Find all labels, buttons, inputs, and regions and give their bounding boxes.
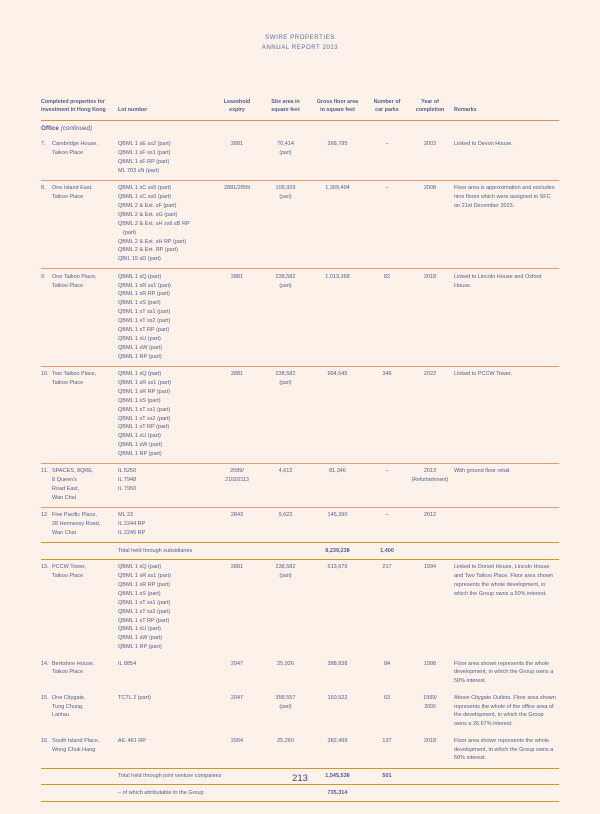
- site-area-sub: (part): [279, 193, 292, 200]
- column-header-remarks-label: Remarks: [454, 107, 477, 113]
- lot-number-line: QBML 1 sR ss1 (part): [118, 282, 171, 289]
- lot-number-line: QBML 1 sT ss1 (part): [118, 309, 171, 316]
- car-parks-value: 63: [383, 694, 391, 701]
- leasehold-expiry: [212, 508, 262, 543]
- car-parks-value: 346: [382, 371, 392, 378]
- property-name-line: Taikoo Place: [52, 669, 84, 676]
- lot-number-line: TCTL 2 (part): [118, 694, 151, 701]
- gross-floor-area: [309, 508, 366, 543]
- attributable-to-group-row-gfa: 735,314: [309, 785, 366, 802]
- gross-floor-area-value: 1,309,404: [325, 185, 350, 192]
- year-completion: [408, 690, 452, 733]
- lot-number-line: ML 23: [118, 512, 134, 519]
- leasehold-expiry-value: 2089/: [230, 468, 244, 475]
- year-completion: [408, 366, 452, 463]
- lot-number-line: QBML 1 sT ss1 (part): [118, 599, 171, 606]
- table-row: [41, 656, 559, 690]
- year-completion-value: 2003: [423, 141, 437, 148]
- leasehold-expiry: [212, 690, 262, 733]
- lot-number-cell: [118, 464, 212, 508]
- gross-floor-area-value: 145,390: [327, 512, 348, 519]
- property-name: [52, 370, 115, 388]
- column-header-car-parks: [366, 98, 408, 120]
- lot-number-line: QBML 1 sS (part): [118, 300, 161, 307]
- column-header-lot-number: [118, 98, 212, 120]
- remarks-cell: With ground floor retail.: [452, 464, 559, 508]
- lot-number-line: QBML 1 sR RP (part): [118, 581, 170, 588]
- car-parks: [366, 180, 408, 269]
- property-index: 11.: [41, 468, 49, 475]
- car-parks: [366, 656, 408, 690]
- property-index: 8.: [41, 185, 46, 192]
- year-completion: [408, 559, 452, 656]
- property-name-cell: [41, 366, 118, 463]
- lot-number-line: QBML 1 sU (part): [118, 626, 161, 633]
- column-header-leasehold-line1: Leasehold: [223, 99, 251, 105]
- property-name: [52, 694, 115, 721]
- properties-table-wrapper: [41, 98, 559, 802]
- lot-number-line: QBML 2 & Ext. sH ss6 sB RP: [118, 220, 190, 227]
- property-name-line: Berkshire House,: [52, 660, 95, 667]
- site-area: [262, 690, 309, 733]
- year-completion-sub: 2000: [424, 703, 436, 710]
- table-row: [41, 269, 559, 366]
- gross-floor-area-value: 1,013,368: [325, 273, 350, 280]
- attributable-to-group-row-label: – of which attributable to the Group: [118, 785, 309, 802]
- property-name-line: Cambridge House,: [52, 141, 98, 148]
- site-area: [262, 366, 309, 463]
- property-name-cell: [41, 269, 118, 366]
- column-header-property-line1: Completed properties for: [41, 99, 105, 105]
- lot-number-line: IL 8854: [118, 660, 137, 667]
- column-header-year-line1: Year of: [421, 99, 439, 105]
- lot-number-line: QBML 1 sW (part): [118, 344, 163, 351]
- property-index: 7.: [41, 141, 46, 148]
- column-header-site-area: [262, 98, 309, 120]
- gross-floor-area: [309, 464, 366, 508]
- lot-number-cell: [118, 366, 212, 463]
- property-name-cell: [41, 690, 118, 733]
- gross-floor-area: [309, 559, 366, 656]
- site-area-value: 4,612: [278, 468, 293, 475]
- leasehold-expiry-sub: 2103/2113: [225, 477, 249, 484]
- car-parks-value: –: [385, 468, 389, 475]
- table-header-row: [41, 98, 559, 120]
- site-area: [262, 464, 309, 508]
- property-name-cell: [41, 656, 118, 690]
- lot-number-line: QBML 2 & Ext. sH RP (part): [118, 238, 187, 245]
- section-heading-title: Office: [41, 125, 59, 133]
- total-joint-venture-row-label: Total held through joint venture companies: [118, 768, 309, 785]
- gross-floor-area-value: 382,499: [327, 737, 348, 744]
- lot-number-line: QBIL 15 sD (part): [118, 256, 161, 263]
- year-completion: [408, 464, 452, 508]
- total-subsidiaries-row-year-blank: [408, 543, 452, 560]
- year-completion-value: 1999/: [423, 694, 437, 701]
- total-subsidiaries-row-remarks-blank: [452, 543, 559, 560]
- attributable-to-group-row: [41, 785, 559, 802]
- gross-floor-area: [309, 137, 366, 181]
- property-name-line: Taikoo Place: [52, 193, 84, 200]
- property-index: 14.: [41, 660, 49, 667]
- leasehold-expiry-value: 2047: [230, 694, 244, 701]
- table-row: [41, 733, 559, 768]
- year-completion-sub: (Refurbishment): [411, 477, 449, 484]
- site-area: [262, 656, 309, 690]
- remarks-cell: Above Citygate Outlets. Floor area shown represents the whole of the office area of the development, in which the Group owns a 26.67% interest.: [454, 694, 556, 728]
- car-parks-value: 137: [382, 737, 392, 744]
- lot-number-line: QBML 1 sC ss6 (part): [118, 193, 171, 200]
- year-completion-value: 1998: [423, 660, 437, 667]
- property-name: [52, 140, 115, 158]
- table-row: [41, 464, 559, 508]
- year-completion: [408, 508, 452, 543]
- remarks-cell: Linked to PCCW Tower.: [452, 366, 559, 463]
- site-area-value: 9,622: [278, 512, 293, 519]
- column-header-property: [41, 98, 118, 120]
- year-completion: [408, 733, 452, 768]
- column-header-car-parks-line1: Number of: [373, 99, 401, 105]
- gross-floor-area: [309, 690, 366, 733]
- lot-number-line: QBML 2 & Ext. sF (part): [118, 202, 177, 209]
- remarks-cell: Linked to Lincoln House and Oxford House.: [452, 269, 559, 366]
- site-area: [262, 180, 309, 269]
- lot-number-line: QBML 1 sQ (part): [118, 564, 162, 571]
- column-header-site-area-line1: Site area in: [271, 99, 300, 105]
- property-name-line: Road East,: [52, 486, 80, 493]
- year-completion: [408, 656, 452, 690]
- lot-number-line: AIL 461 RP: [118, 737, 146, 744]
- table-body: [41, 120, 559, 801]
- year-completion: [408, 180, 452, 269]
- lot-number-line: IL 2244 RP: [118, 521, 146, 528]
- leasehold-expiry: [212, 366, 262, 463]
- lot-number-line: QBML 1 sC ss5 (part): [118, 185, 171, 192]
- lot-number-line: QBML 1 sT ss1 (part): [118, 406, 171, 413]
- page-number: 213: [292, 772, 308, 783]
- remarks-cell: Floor area is approximation and excludes nine floors which were assigned to SFC on 21st December 2023.: [452, 180, 559, 269]
- gross-floor-area: [309, 366, 366, 463]
- property-name-line: Tung Chung,: [52, 703, 84, 710]
- column-header-gfa-line2: in square feet: [320, 107, 355, 114]
- column-header-gfa-line1: Gross floor area: [316, 99, 359, 105]
- lot-number-line: QBML 1 sU (part): [118, 433, 161, 440]
- lot-number-line: QBML 1 RP (part): [118, 353, 162, 360]
- lot-number-line: QBML 1 sF ss1 (part): [118, 149, 171, 156]
- remarks-cell: Linked to Devon House.: [454, 141, 513, 148]
- section-heading-row: [41, 120, 559, 137]
- property-name: [52, 563, 115, 581]
- site-area-sub: (part): [279, 573, 292, 580]
- site-area-sub: (part): [279, 149, 292, 156]
- car-parks-value: 82: [383, 273, 391, 280]
- column-header-site-area-line2: square feet: [271, 107, 300, 114]
- running-header: [0, 0, 600, 53]
- property-name-cell: [41, 137, 118, 181]
- property-name-line: Five Pacific Place,: [52, 512, 97, 519]
- site-area-sub: (part): [279, 703, 292, 710]
- site-area-sub: (part): [279, 282, 292, 289]
- table-row: [41, 508, 559, 543]
- property-name-line: SPACES, 8QRE,: [52, 468, 94, 475]
- property-name-line: One Taikoo Place,: [52, 273, 97, 280]
- total-subsidiaries-row-car-parks: 1,400: [366, 543, 408, 560]
- gross-floor-area-value: 268,795: [327, 141, 348, 148]
- lot-number-line: QBML 1 sR RP (part): [118, 291, 170, 298]
- column-header-leasehold-line2: expiry: [229, 107, 245, 114]
- property-name: [52, 511, 115, 538]
- lot-number-line: QBML 1 sS (part): [118, 397, 161, 404]
- property-name: [52, 467, 115, 503]
- running-header-line1: SWIRE PROPERTIES: [265, 34, 335, 41]
- attributable-to-group-row-year-blank: [408, 785, 452, 802]
- property-index: 9.: [41, 273, 46, 280]
- remarks-cell: Floor area shown represents the whole development, in which the Group owns a 50% interest.: [454, 660, 554, 685]
- column-header-leasehold-expiry: [212, 98, 262, 120]
- table-row: [41, 137, 559, 181]
- site-area-value: 358,557: [275, 694, 296, 701]
- lot-number-line: QBML 1 sT RP (part): [118, 327, 170, 334]
- car-parks: [366, 137, 408, 181]
- property-name-line: Taikoo Place: [52, 573, 84, 580]
- car-parks: [366, 464, 408, 508]
- year-completion-value: 2008: [423, 185, 437, 192]
- column-header-year-completion: [408, 98, 452, 120]
- property-name-line: Two Taikoo Place,: [52, 371, 97, 378]
- property-name-line: 28 Hennessy Road,: [52, 521, 101, 528]
- column-header-lot-number-label: Lot number: [118, 107, 148, 113]
- column-header-property-line2: investment in Hong Kong: [41, 107, 106, 114]
- lot-number-line: ML 703 sN (part): [118, 167, 160, 174]
- leasehold-expiry: [212, 464, 262, 508]
- site-area-sub: (part): [279, 379, 292, 386]
- lot-number-line: (part): [123, 229, 137, 236]
- column-header-year-line2: completion: [415, 107, 445, 114]
- leasehold-expiry: [212, 180, 262, 269]
- year-completion: [408, 269, 452, 366]
- lot-number-line: QBML 1 sR ss1 (part): [118, 379, 171, 386]
- lot-number-cell: [118, 269, 212, 366]
- lot-number-line: IL 2245 RP: [118, 530, 146, 537]
- property-name: [52, 737, 115, 755]
- car-parks-value: 217: [382, 564, 392, 571]
- column-header-car-parks-line2: car parks: [375, 107, 399, 114]
- property-index: 16.: [41, 737, 49, 744]
- lot-number-line: IL 5250: [118, 468, 137, 475]
- property-name: [52, 184, 115, 202]
- lot-number-line: QBML 1 sT RP (part): [118, 617, 170, 624]
- property-name-line: One Citygate,: [52, 694, 86, 701]
- site-area: [262, 733, 309, 768]
- site-area: [262, 508, 309, 543]
- gross-floor-area-value: 160,522: [327, 694, 348, 701]
- leasehold-expiry-value: 2047: [230, 660, 244, 667]
- car-parks-value: 84: [383, 660, 391, 667]
- year-completion-value: 2022: [423, 371, 437, 378]
- lot-number-line: QBML 1 sF RP (part): [118, 158, 170, 165]
- car-parks: [366, 559, 408, 656]
- gross-floor-area: [309, 269, 366, 366]
- property-name-line: 8 Queen's: [52, 477, 77, 484]
- lot-number-cell: [118, 180, 212, 269]
- site-area-value: 70,414: [277, 141, 294, 148]
- properties-table: [41, 98, 559, 802]
- car-parks: [366, 733, 408, 768]
- lot-number-cell: [118, 137, 212, 181]
- site-area-value: 238,582: [275, 371, 296, 378]
- total-joint-venture-row-car-parks: 501: [366, 768, 408, 785]
- lot-number-cell: [118, 508, 212, 543]
- leasehold-expiry: [212, 733, 262, 768]
- lot-number-line: QBML 1 sW (part): [118, 442, 163, 449]
- year-completion-value: 2018: [423, 737, 437, 744]
- property-name-line: Taikoo Place: [52, 379, 84, 386]
- lot-number-line: QBML 1 sU (part): [118, 335, 161, 342]
- leasehold-expiry-value: 2843: [230, 512, 244, 519]
- lot-number-line: QBML 1 sT RP (part): [118, 424, 170, 431]
- table-row: [41, 559, 559, 656]
- site-area: [262, 137, 309, 181]
- property-name-cell: [41, 180, 118, 269]
- leasehold-expiry-value: 2064: [230, 737, 244, 744]
- car-parks: [366, 269, 408, 366]
- site-area-value: 238,582: [275, 273, 296, 280]
- property-index: 12.: [41, 512, 49, 519]
- attributable-to-group-row-remarks-blank: [452, 785, 559, 802]
- lot-number-line: QBML 1 sR RP (part): [118, 388, 170, 395]
- lot-number-line: QBML 1 sT ss2 (part): [118, 318, 171, 325]
- lot-number-line: IL 7948: [118, 477, 137, 484]
- year-completion-value: 1994: [423, 564, 437, 571]
- property-name-line: One Island East,: [52, 185, 93, 192]
- gross-floor-area: [309, 733, 366, 768]
- lot-number-cell: [118, 690, 212, 733]
- property-index: 13.: [41, 564, 49, 571]
- total-subsidiaries-row-label: Total held through subsidiaries: [118, 543, 309, 560]
- car-parks-value: –: [385, 185, 389, 192]
- property-name-line: Wan Chai: [52, 530, 76, 537]
- gross-floor-area: [309, 180, 366, 269]
- property-name-line: Wan Chai: [52, 495, 76, 502]
- gross-floor-area-value: 613,679: [327, 564, 348, 571]
- leasehold-expiry-value: 2881/2899: [224, 185, 250, 192]
- total-subsidiaries-row: [41, 543, 559, 560]
- property-name-line: Lantau: [52, 712, 69, 719]
- table-row: [41, 180, 559, 269]
- year-completion-value: 2012: [423, 512, 437, 519]
- gross-floor-area-value: 388,838: [327, 660, 348, 667]
- section-heading-note: (continued): [58, 125, 93, 133]
- site-area-value: 109,929: [275, 185, 296, 192]
- property-name: [52, 273, 115, 291]
- site-area-value: 25,926: [277, 660, 294, 667]
- total-subsidiaries-row-gfa: 8,239,238: [309, 543, 366, 560]
- leasehold-expiry: [212, 559, 262, 656]
- site-area-value: 25,260: [277, 737, 294, 744]
- remarks-cell: [452, 508, 559, 543]
- property-index: 10.: [41, 371, 49, 378]
- gross-floor-area: [309, 656, 366, 690]
- property-name-line: PCCW Tower,: [52, 564, 87, 571]
- property-name-cell: [41, 464, 118, 508]
- lot-number-cell: [118, 733, 212, 768]
- leasehold-expiry: [212, 269, 262, 366]
- remarks-cell: Floor area shown represents the whole development, in which the Group owns a 50% interest.: [454, 737, 554, 762]
- leasehold-expiry-value: 2881: [230, 371, 244, 378]
- lot-number-line: QBML 1 sW (part): [118, 635, 163, 642]
- table-row: [41, 690, 559, 733]
- property-index: 15.: [41, 694, 49, 701]
- property-name-cell: [41, 559, 118, 656]
- lot-number-line: QBML 1 sQ (part): [118, 273, 162, 280]
- car-parks: [366, 366, 408, 463]
- property-name-line: South Island Place,: [52, 737, 100, 744]
- year-completion-value: 2018: [423, 273, 437, 280]
- leasehold-expiry-value: 2881: [230, 564, 244, 571]
- attributable-to-group-row-car-parks: [366, 785, 408, 802]
- site-area: [262, 559, 309, 656]
- total-spacer: [41, 543, 118, 560]
- lot-number-line: QBML 1 RP (part): [118, 451, 162, 458]
- lot-number-line: QBML 1 sT ss2 (part): [118, 415, 171, 422]
- column-header-remarks: [452, 98, 559, 120]
- gross-floor-area-value: 81,346: [329, 468, 346, 475]
- remarks-cell: Linked to Dorset House, Lincoln House and Two Taikoo Place. Floor area shown represents the whole development, in which the Group owns a 50% interest.: [454, 564, 553, 597]
- property-name-cell: [41, 508, 118, 543]
- running-header-line2: ANNUAL REPORT 2023: [261, 43, 339, 51]
- site-area: [262, 269, 309, 366]
- table-row: [41, 366, 559, 463]
- total-joint-venture-row-gfa: 1,545,538: [309, 768, 366, 785]
- lot-number-line: QBML 1 sT ss2 (part): [118, 608, 171, 615]
- lot-number-line: QBML 2 & Ext. RP (part): [118, 247, 178, 254]
- year-completion-value: 2013: [423, 468, 437, 475]
- leasehold-expiry-value: 2881: [230, 273, 244, 280]
- lot-number-line: QBML 1 sQ (part): [118, 371, 162, 378]
- lot-number-line: QBML 1 RP (part): [118, 644, 162, 651]
- property-name: [52, 660, 115, 678]
- property-name-cell: [41, 733, 118, 768]
- property-name-line: Wong Chuk Hang: [52, 746, 96, 753]
- gross-floor-area-value: 994,545: [327, 371, 348, 378]
- lot-number-cell: [118, 559, 212, 656]
- table-head: [41, 98, 559, 120]
- lot-number-cell: [118, 656, 212, 690]
- column-header-gross-floor-area: [309, 98, 366, 120]
- total-spacer: [41, 785, 118, 802]
- lot-number-line: QBML 1 sS (part): [118, 590, 161, 597]
- property-name-line: Taikoo Place: [52, 149, 84, 156]
- year-completion: [408, 137, 452, 181]
- property-name-line: Taikoo Place: [52, 282, 84, 289]
- lot-number-line: QBML 2 & Ext. sG (part): [118, 211, 178, 218]
- leasehold-expiry: [212, 137, 262, 181]
- lot-number-line: IL 7950: [118, 486, 137, 493]
- leasehold-expiry: [212, 656, 262, 690]
- lot-number-line: QBML 1 sR ss1 (part): [118, 573, 171, 580]
- section-heading: [41, 120, 559, 137]
- car-parks: [366, 690, 408, 733]
- leasehold-expiry-value: 2881: [230, 141, 244, 148]
- car-parks-value: –: [385, 512, 389, 519]
- car-parks: [366, 508, 408, 543]
- car-parks-value: –: [385, 141, 389, 148]
- lot-number-line: QBML 1 sE ss2 (part): [118, 141, 171, 148]
- site-area-value: 238,582: [275, 564, 296, 571]
